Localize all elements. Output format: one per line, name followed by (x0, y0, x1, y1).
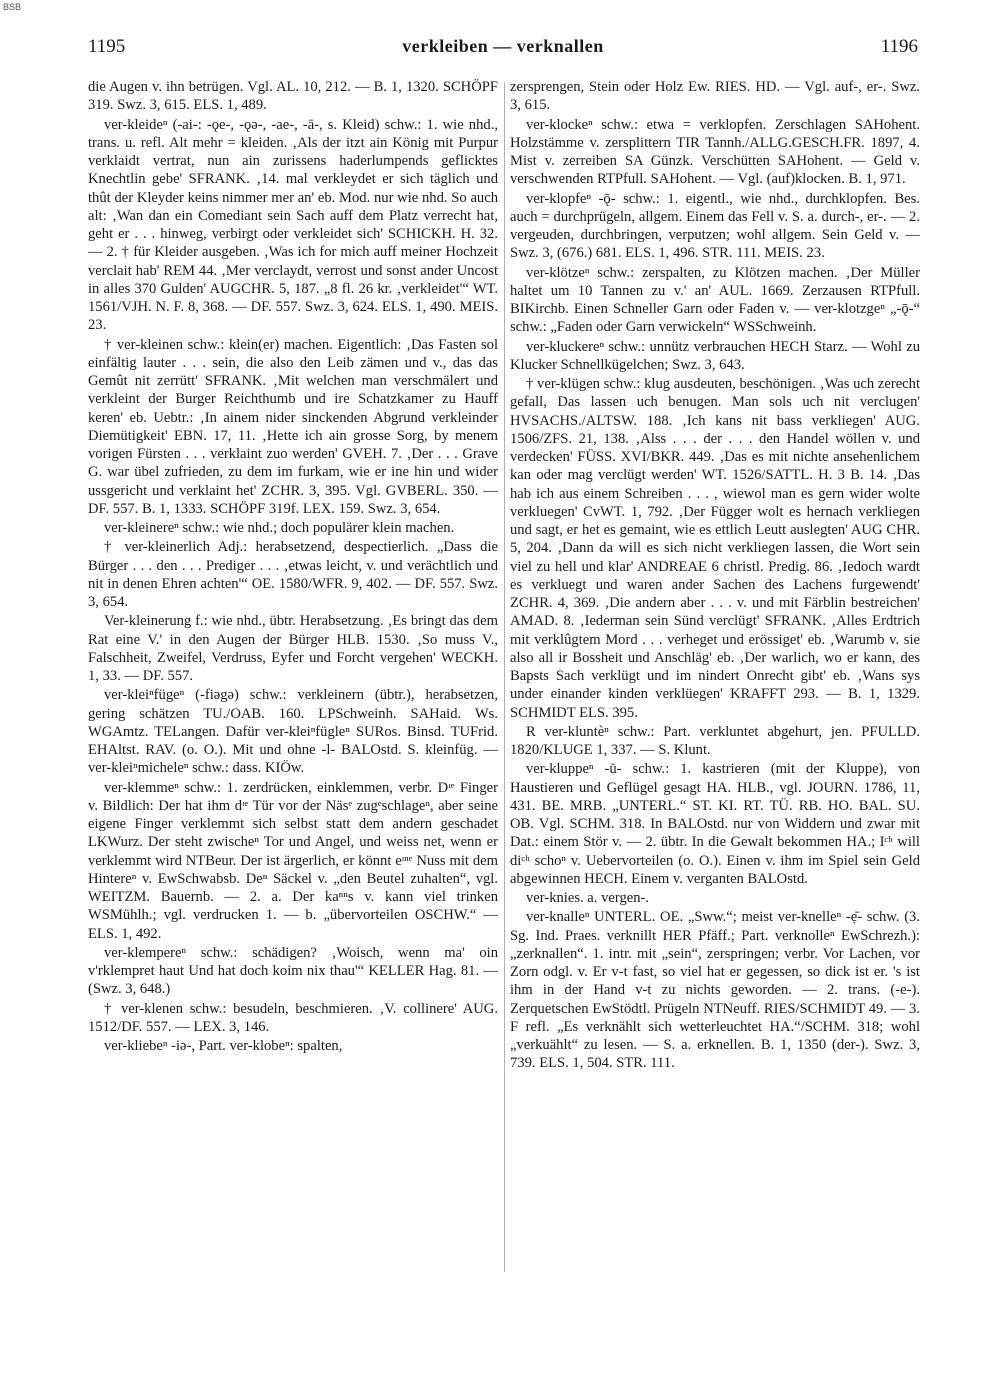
entry-verklunten: R ver-kluntèⁿ schw.: Part. verkluntet abgehurt, jen. PFULLD. 1820/KLUGE 1, 337. — S. Klunt. (510, 723, 920, 758)
entry-verkleinfuegen: ver-kleiⁿfügeⁿ (-fiəgə) schw.: verkleinern (übtr.), herabsetzen, gering schätzen TU./OAB. 160. LPSchweinh. SAHaid. Ws. WGAmtz. TELangen. Dafür ver-kleiⁿfügleⁿ SURos. Binsd. TUFrid. EHAltst. RAV. (o. O.). Mit und ohne -l- BALOstd. S. kleinfüg. — ver-kleiⁿmicheleⁿ schw.: dass. KIÖw. (88, 687, 498, 777)
page-number-left: 1195 (88, 36, 126, 57)
entry-verkloetzen: ver-klötzeⁿ schw.: zerspalten, zu Klötzen machen. ‚Der Müller haltet um 10 Tannen zu v.' an' AUL. 1669. Zerzausen RTPfull. BIKirchb. Einen Schneller Garn oder Faden v. — ver-klotzgeⁿ „-ǭ-“ schw.: „Faden oder Garn verwickeln“ WSSchweinh. (510, 264, 920, 336)
right-column (510, 78, 920, 1378)
entry-verkleinerlich: † ver-kleinerlich Adj.: herabsetzend, despectierlich. „Dass die Bürger . . . den . . . Prediger . . . ‚etwas leicht, v. und verächtlich und nit in denen Ehren achten'“ OE. 1580/WFR. 9, 402. — DF. 557. Swz. 3, 654. (88, 539, 498, 610)
entry-verkluckern: ver-kluckereⁿ schw.: unnütz verbrauchen HECH Starz. — Wohl zu Klucker Schnellkügelchen; Swz. 3, 643. (510, 338, 920, 373)
page-header (88, 36, 918, 64)
entry-verklieben: ver-kliebeⁿ -iə-, Part. ver-klobeⁿ: spalten, (104, 1038, 343, 1054)
entry-verknie: ver-knies. a. vergen-. (526, 890, 650, 906)
entry-verkluegen: † ver-klügen schw.: klug ausdeuten, beschönigen. ‚Was uch zerecht gefall, Das lassen uch benugen. Man sols uch nit verclugen' HVSACHS./ALTSW. 188. ‚Ich kans nit bass verkliegen' AUG. 1506/ZFS. 21, 138. ‚Alss . . . der . . . den Handel wöllen v. und verdecken' FÜSS. XVI/BKR. 449. ‚Das es mit nichte ansehenlichem kan oder mag verclügt werden' WT. 1526/SATTL. H. 3 B. 14. ‚Das hab ich aus einem Schreiben . . . , wiewol man es gern wider wolte verkluegen' CvWT. 1, 792. ‚Der Függer wolt es hernach verkliegen und sagt, er het es gemaint, wie es ettlich Leutt auslegten' AUG CHR. 5, 204. ‚Dann da will es sich nicht verkliegen lassen, die Wort sein viel zu hell und klar' ANDREAE 6 christl. Predig. 86. ‚Iedoch wardt es verkluegt und waren ander Sachen des Lachens furgewendt' ZCHR. 4, 369. ‚Die andern aber . . . v. und mit Färblin bestreichen' AMAD. 8. ‚Iederman sein Sünd verclügt' SFRANK. ‚Alles Erdtrich mit verklûgtem Mord . . . verheget und erössiget' eb. ‚Warumb v. sie also all ir Bossheit und Anschläg' eb. ‚Der warlich, wo er kann, des Bapsts Sach verklügt und im nindert Onrecht gibt' eb. ‚Wans sys under einander kinden verklüegen' KRAFFT 293. — B. 1, 1329. SCHMIDT ELS. 395. (510, 376, 920, 721)
column-divider (504, 82, 505, 1272)
entry-continued: zersprengen, Stein oder Holz Ew. RIES. HD. — Vgl. auf-, er-. Swz. 3, 615. (510, 79, 920, 114)
entry-verkleinern: ver-kleinereⁿ schw.: wie nhd.; doch populärer klein machen. (104, 520, 455, 536)
page-number-right: 1196 (880, 36, 918, 57)
entry-verkluppen: ver-kluppeⁿ -ū- schw.: 1. kastrieren (mit der Kluppe), von Haustieren und Geflügel gesagt HA. HLB., vgl. JOURN. 1786, 11, 431. BE. MRB. „UNTERL.“ ST. KI. RT. TÜ. RB. HO. BAL. SU. OB. Vgl. SCHM. 318. In BALOstd. nur von Widdern und zwar mit Dat.: einem Stör v. — 2. übtr. In die Gewalt bekommen HA.; Iᶜʰ will diᶜʰ schoⁿ v. Uebervorteilen (o. O.). Einen v. ihm im Spiel sein Geld abgewinnen HECH. Einem v. verganten BALOstd. (510, 761, 920, 887)
left-column (88, 78, 498, 1378)
entry-verklocken: ver-klockeⁿ schw.: etwa = verklopfen. Zerschlagen SAHohent. Holzstämme v. zersplittern TIR Tannh./ALLG.GESCH.FR. 1897, 4. Mist v. zerreiben SA Günzk. Verschütten SAHohent. — Geld v. verschwenden RTPfull. SAHohent. — Vgl. (auf)klocken. B. 1, 971. (510, 116, 920, 188)
entry-verkleinerung: Ver-kleinerung f.: wie nhd., übtr. Herabsetzung. ‚Es bringt das dem Rat eine V.' in den Augen der Bürger HLB. 1530. ‚So muss V., Falschheit, Zweifel, Verdruss, Eyfer und Forcht vergehen' WECKH. 1, 33. — DF. 557. (88, 613, 498, 684)
entry-continued: die Augen v. ihn betrügen. Vgl. AL. 10, 212. — B. 1, 1320. SCHÖPF 319. Swz. 3, 615. ELS. 1, 489. (88, 79, 498, 114)
entry-verklenen: † ver-klenen schw.: besudeln, beschmieren. ‚V. collinere' AUG. 1512/DF. 557. — LEX. 3, 146. (88, 1000, 498, 1035)
running-title: verkleiben — verknallen (402, 36, 604, 56)
entry-verklempern: ver-klempereⁿ schw.: schädigen? ‚Woisch, wenn ma' oin v'rklempret haut Und hat doch koim nix thau'“ KELLER Hag. 81. — (Swz. 3, 648.) (88, 944, 498, 998)
library-mark: BSB (3, 2, 22, 12)
entry-verklemmen: ver-klemmeⁿ schw.: 1. zerdrücken, einklemmen, verbr. Dᶦᵉ Finger v. Bildlich: Der hat ihm dᶦᵉ Tür vor der Näsᵉ zugᵉschlageⁿ, aber seine eigene Finger verklemmt sich selbst statt dem andern geschadet LKWurz. Der steht zwischeⁿ Tor und Angel, und weiss net, wenn er verklemmt wird NTBeur. Der ist ärgerlich, er könnt eᶦⁿᵉ Nuss mit dem Hintereⁿ v. EwSchwabsb. Deⁿ Säckel v. „den Beutel zuhalten“, vgl. WEITZM. Bauernb. — 2. a. Der kaⁿⁿs v. kann viel trinken WSMühlh.; vgl. verdrucken 1. — b. „übervorteilen OSCHW.“ — ELS. 1, 492. (88, 779, 498, 942)
entry-verkleiden: ver-kleideⁿ (-ai-: -ǫe-, -ǫə-, -ae-, -ā-, s. Kleid) schw.: 1. wie nhd., trans. u. refl. Alt mehr = kleiden. ‚Als der itzt ain König mit Purpur verklaidt vertrat, nun ain zurissens haderlumpends geflicktes Knechtlin gebe' SFRANK. ‚14. mal verkleydet er sich täglich und thût der Kleyder keins nimmer mer an' eb. Mod. nur wie nhd. So auch alt: ‚Wan dan ein Comediant sein Sach auff dem Platz verrecht hat, geht er . . . hinweg, verbirgt oder verkleidet sich' SCHICKH. H. 32. — 2. † für Kleider ausgeben. ‚Was ich for mich auff meiner Hochzeit verclait hab' REM 44. ‚Mer verclaydt, verrost und sonst ander Uncost in alles 370 Gulden' AUGCHR. 5, 187. „8 fl. 26 kr. ‚verkleidet'“ WT. 1561/VJH. N. F. 8, 368. — DF. 557. Swz. 3, 624. ELS. 1, 490. MEIS. 23. (88, 116, 498, 334)
entry-verklopfen: ver-klopfeⁿ -ǭ- schw.: 1. eigentl., wie nhd., durchklopfen. Bes. auch = durchprügeln, allgem. Einem das Fell v. S. a. durch-, er-. — 2. vergeuden, durchbringen, verputzen; wohl allgem. Sein Geld v. — Swz. 3, (676.) 681. ELS. 1, 496. STR. 111. MEIS. 23. (510, 190, 920, 262)
entry-verkleinen: † ver-kleinen schw.: klein(er) machen. Eigentlich: ‚Das Fasten sol einfältig lauter . . . sein, die also den Leib zämen und v., das das Gemût nit zerrütt' SFRANK. ‚Mit welchen man verschmälert und verkleint der Burger Reichthumb und ire Schatzkamer zu Hauff keren' eb. Uebtr.: ‚In ainem nider sinckenden Abgrund verkleinder Diemütigkeit' EBN. 17, 11. ‚Hette ich ain grosse Sorg, by menem vorigen Fürsten . . . verklaint zuo werden' GVEH. 7. ‚Der . . . Grave G. war übel zufrieden, zu dem im furkam, wie er ine hin und wider ussgericht und verklaint het' ZCHR. 3, 395. Vgl. GVBERL. 350. — DF. 557. B. 1, 1333. SCHÖPF 319f. LEX. 159. Swz. 3, 654. (88, 336, 498, 517)
entry-verknallen: ver-knalleⁿ UNTERL. OE. „Sww.“; meist ver-knelleⁿ -ẹ̄- schw. (3. Sg. Ind. Praes. verknillt HER Pfäff.; Part. verknolleⁿ EwSchrezh.): „zerknallen“. 1. intr. mit „sein“, zerspringen; verbr. Vor Lachen, vor Zorn odgl. v. Er v-t fast, so viel hat er gegessen, so dick ist er. 's ist ihm in der Hand v-t zu nichts geworden. — 2. trans. (-e-). Zerquetschen EwStödtl. Prügeln NTNeuff. RIES/SCHMIDT 49. — 3. F refl. „Es verknählt sich wetterleuchtet HA.“/SCHM. 318; wohl „verkuählt“ zu lesen. — S. a. erknellen. B. 1, 1350 (der-). Swz. 3, 739. ELS. 1, 504. STR. 111. (510, 909, 920, 1072)
